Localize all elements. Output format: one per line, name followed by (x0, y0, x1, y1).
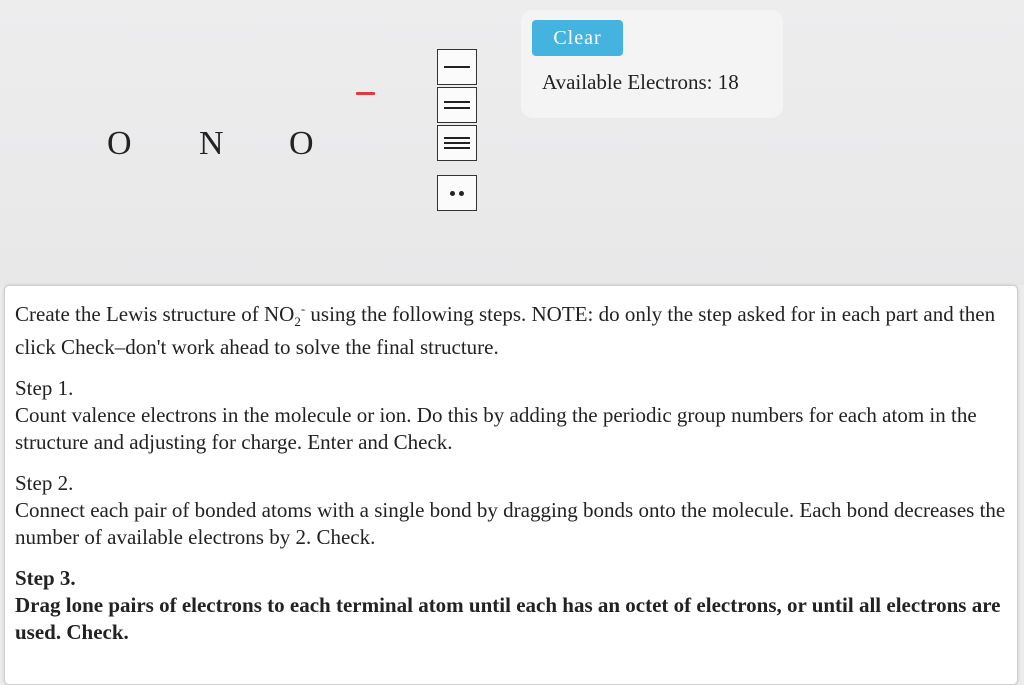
step-1-text: Count valence electrons in the molecule or ion. Do this by adding the periodic group numbers for each atom in the structure and adjusting for charge. Enter and Check. (15, 403, 977, 454)
atom-oxygen-left[interactable]: O (107, 125, 132, 162)
triple-bond-tool[interactable] (437, 125, 477, 161)
step-3-title: Step 3. (15, 566, 76, 590)
triple-bond-icon-line (444, 142, 470, 144)
double-bond-tool[interactable] (437, 87, 477, 123)
single-bond-icon (444, 66, 470, 68)
double-bond-icon (444, 101, 470, 103)
instructions-intro: Create the Lewis structure of $NO_2^-$ using the following steps. NOTE: do only the step asked for in each part and then click Check–don't work ahead to solve the final structure. (15, 301, 996, 359)
drawing-canvas[interactable] (0, 0, 1024, 285)
available-electrons-label: Available Electrons: (542, 70, 713, 94)
available-electrons (542, 70, 739, 95)
lone-pair-icon (448, 191, 466, 196)
electron-panel (521, 10, 783, 118)
double-bond-icon-line (444, 107, 470, 109)
step-2 (15, 470, 1007, 551)
available-electrons-value: 18 (717, 70, 739, 94)
lone-pair-tool[interactable] (437, 175, 477, 211)
atom-oxygen-right[interactable]: O (289, 125, 314, 162)
step-1 (15, 375, 1007, 456)
step-3 (15, 565, 1007, 646)
triple-bond-icon (444, 137, 470, 139)
negative-charge-marker[interactable] (356, 92, 375, 95)
clear-button[interactable]: Clear (532, 20, 623, 56)
step-1-title: Step 1. (15, 376, 74, 400)
step-2-text: Connect each pair of bonded atoms with a single bond by dragging bonds onto the molecule. Each bond decreases the number of available electrons by 2. Check. (15, 498, 1006, 549)
step-2-title: Step 2. (15, 471, 74, 495)
instructions-panel (4, 285, 1018, 685)
atom-nitrogen-center[interactable]: N (199, 125, 224, 162)
triple-bond-icon-line (444, 147, 470, 149)
step-3-text: Drag lone pairs of electrons to each terminal atom until each has an octet of electrons, or until all electrons are used. Check. (15, 593, 1001, 644)
partial-icon (16, 664, 30, 671)
single-bond-tool[interactable] (437, 49, 477, 85)
